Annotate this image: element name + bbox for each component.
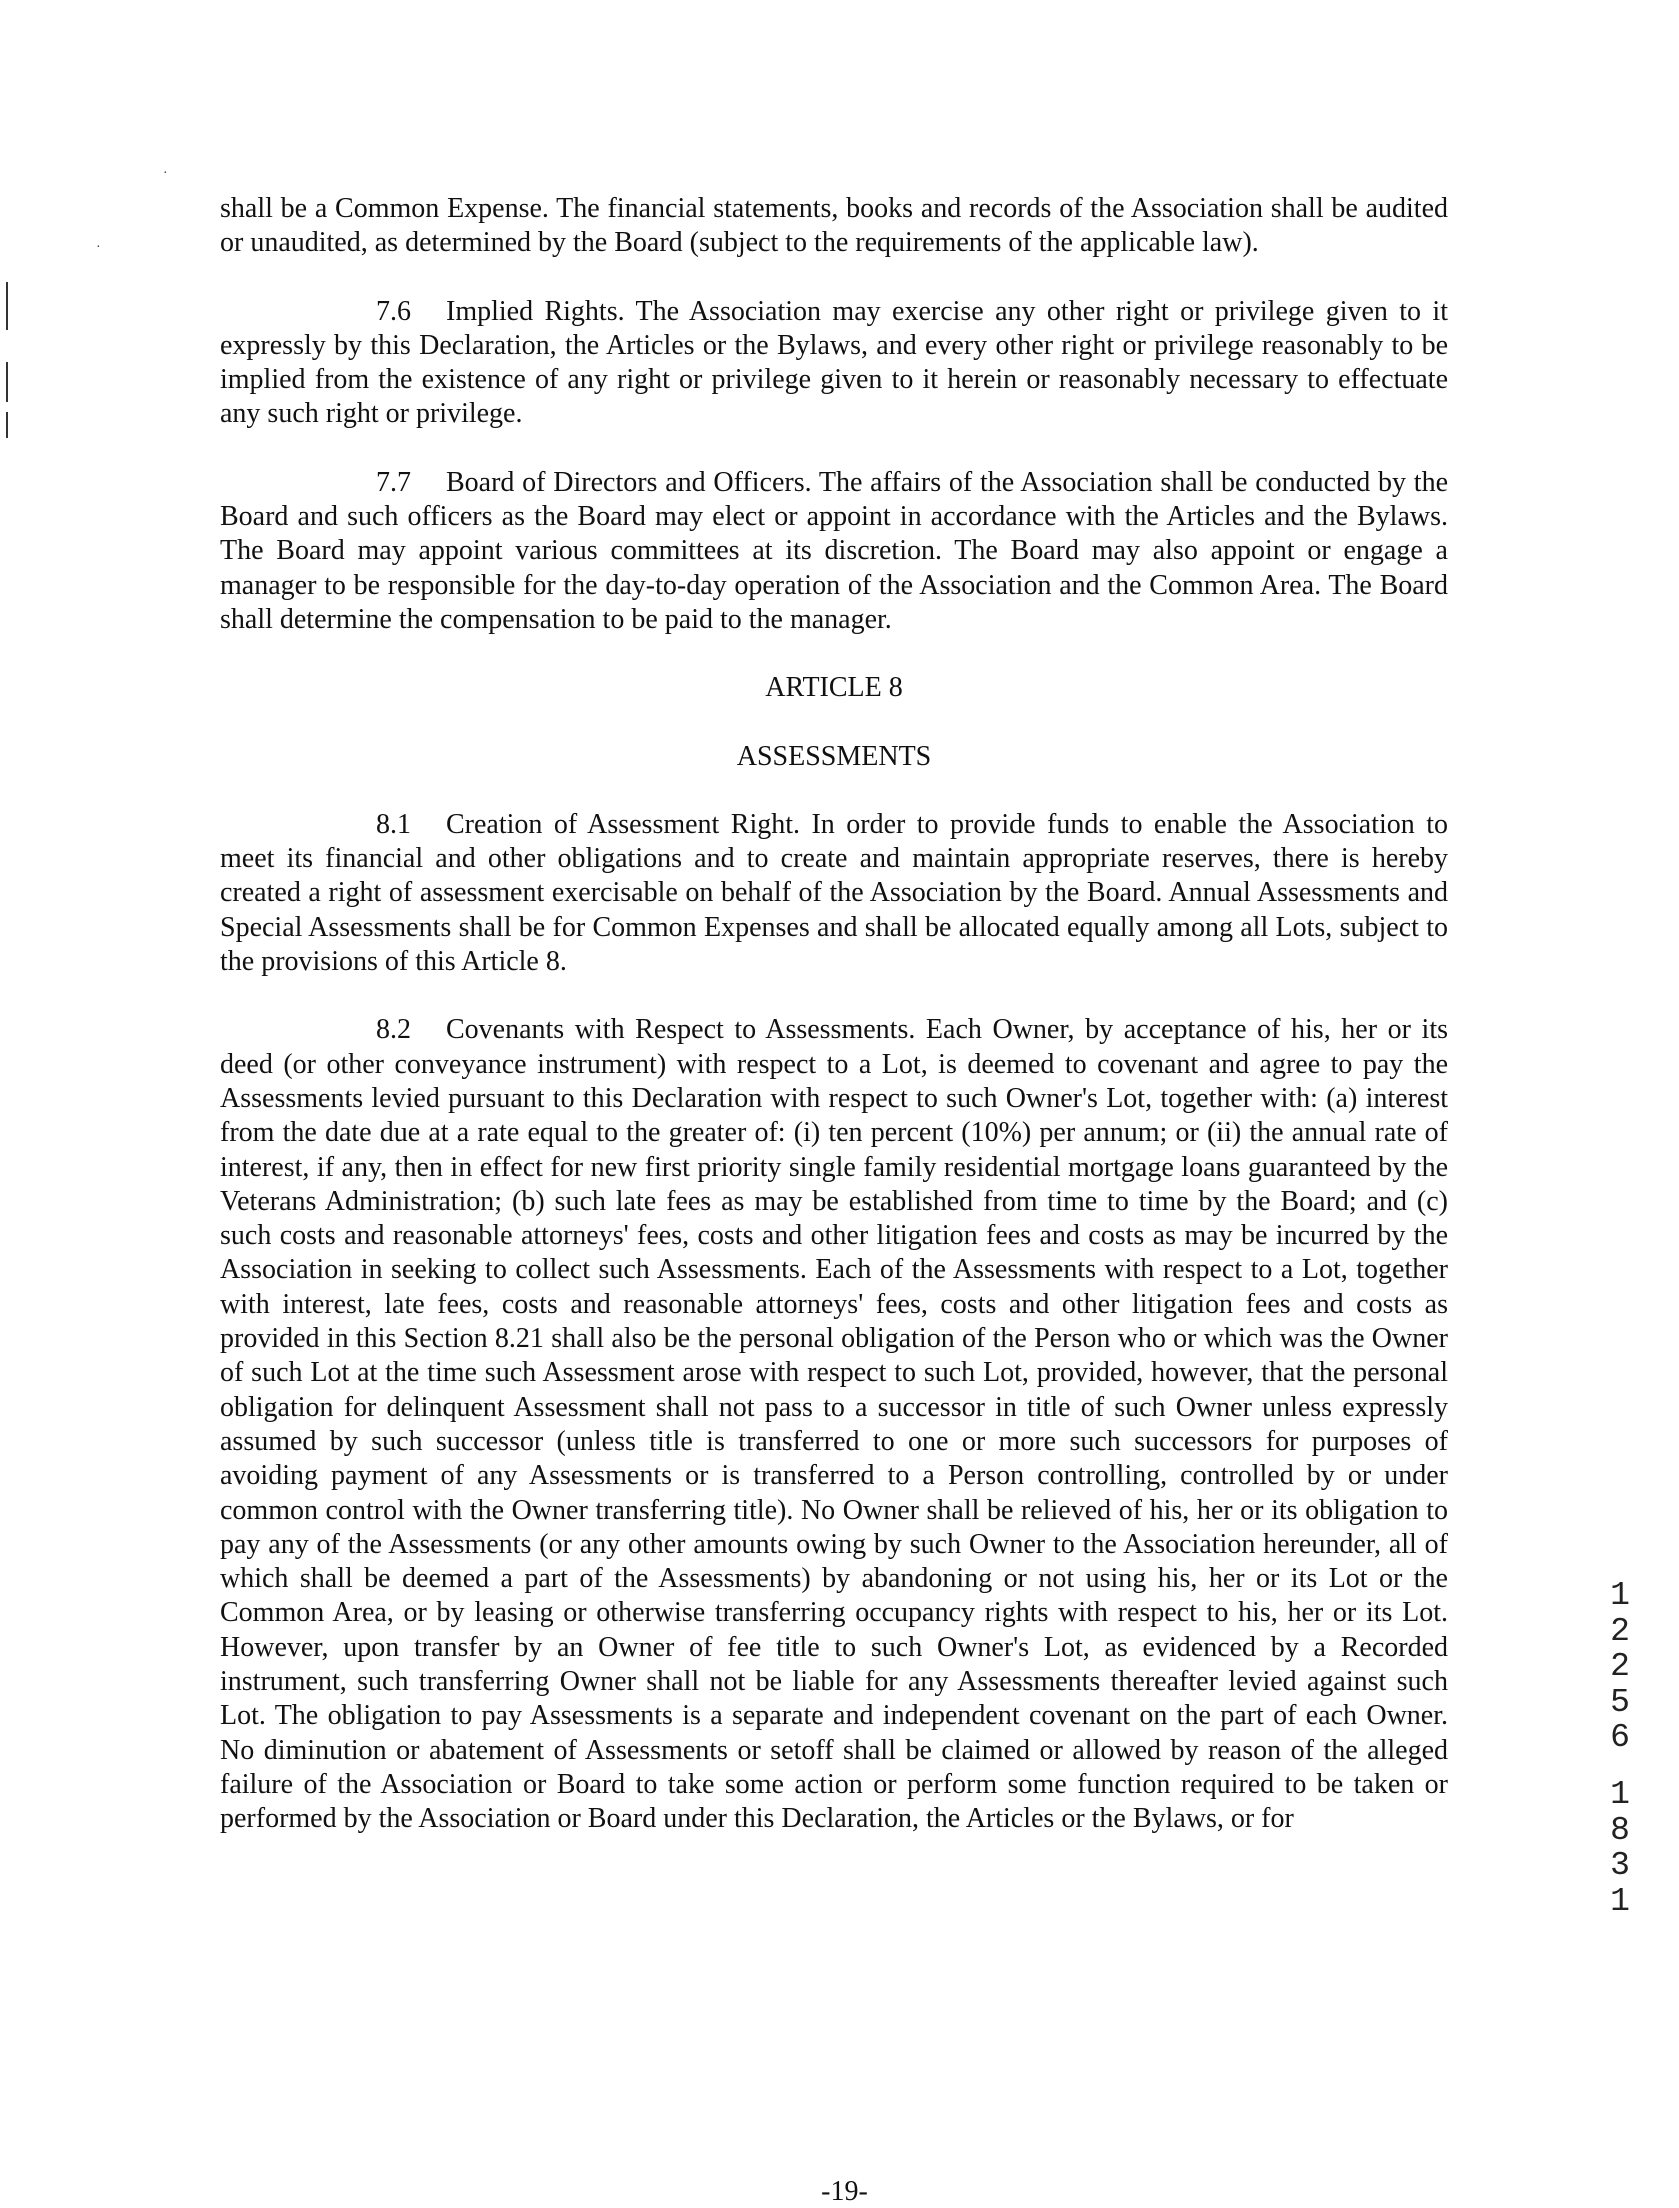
section-8-2 xyxy=(220,1013,1448,1836)
scan-speck: · xyxy=(163,166,168,181)
stamp-digit: 8 xyxy=(1610,1811,1630,1849)
recording-stamp-page xyxy=(1604,1777,1636,1919)
section-text: Implied Rights. The Association may exercise any other right or privilege given to it expressly by this Declaration, the Articles or the Bylaws, and every other right or privilege reasonably to be implied from the existence of any right or privilege given to it herein or reasonably necessary to effectuate any such right or privilege. xyxy=(220,295,1448,430)
stamp-digit: 1 xyxy=(1610,1882,1630,1920)
section-text: Board of Directors and Officers. The affairs of the Association shall be conducted by the Board and such officers as the Board may elect or appoint in accordance with the Articles and the Bylaws. The Board may appoint various committees at its discretion. The Board may also appoint or engage a manager to be responsible for the day-to-day operation of the Association and the Common Area. The Board shall determine the compensation to be paid to the manager. xyxy=(220,466,1448,635)
section-number: 7.7 xyxy=(376,466,411,498)
section-number: 8.1 xyxy=(376,808,411,840)
stamp-digit: 2 xyxy=(1610,1648,1630,1685)
stamp-digit: 2 xyxy=(1610,1612,1630,1650)
section-number: 8.2 xyxy=(376,1014,411,1046)
page-number: -19- xyxy=(821,2176,868,2207)
section-text: Creation of Assessment Right. In order to provide funds to enable the Association to meet its financial and other obligations and to create and maintain appropriate reserves, there is hereby created a right of assessment exercisable on behalf of the Association by the Board. Annual Assessments and Special Assessments shall be for Common Expenses and shall be allocated equally among all Lots, subject to the provisions of this Article 8. xyxy=(220,808,1448,978)
paragraph-continuation: shall be a Common Expense. The financial statements, books and records of the Association shall be audited or unaudited, as determined by the Board (subject to the requirements of the applicable law). xyxy=(220,193,1448,259)
stamp-digit: 5 xyxy=(1610,1683,1630,1721)
margin-mark xyxy=(6,412,8,438)
scan-speck: · xyxy=(96,240,101,255)
section-8-1 xyxy=(220,808,1448,979)
stamp-digit: 1 xyxy=(1610,1776,1630,1813)
section-text: Covenants with Respect to Assessments. Each Owner, by acceptance of his, her or its deed (or other conveyance instrument) with respect to a Lot, is deemed to covenant and agree to pay the Assessments levied pursuant to this Declaration with respect to such Owner's Lot, together with: (a) interest from the date due at a rate equal to the greater of: (i) ten percent (10%) per annum; or (ii) the annual rate of interest, if any, then in effect for new first priority single family residential mortgage loans guaranteed by the Veterans Administration; (b) such late fees as may be established from time to time by the Board; and (c) such costs and reasonable attorneys' fees, costs and other litigation fees and costs as may be incurred by the Association in seeking to collect such Assessments. Each of the Assessments with respect to a Lot, together with interest, late fees, costs and reasonable attorneys' fees, costs and other litigation fees and costs as provided in this Section 8.21 shall also be the personal obligation of the Person who or which was the Owner of such Lot at the time such Assessment arose with respect to such Lot, provided, however, that the personal obligation for delinquent Assessment shall not pass to a successor in title of such Owner unless expressly assumed by such successor (unless title is transferred to one or more such successors for purposes of avoiding payment of any Assessments or is transferred to a Person controlling, controlled by or under common control with the Owner transferring title). No Owner shall be relieved of his, her or its obligation to pay any of the Assessments (or any other amounts owing by such Owner to the Association hereunder, all of which shall be deemed a part of the Assessments) by abandoning or not using his, her or its Lot or the Common Area, or by leasing or otherwise transferring occupancy rights with respect to his, her or its Lot. However, upon transfer by an Owner of fee title to such Owner's Lot, as evidenced by a Recorded instrument, such transferring Owner shall not be liable for any Assessments thereafter levied against such Lot. The obligation to pay Assessments is a separate and independent covenant on the part of each Owner. No diminution or abatement of Assessments or setoff shall be claimed or allowed by reason of the alleged failure of the Association or Board to take some action or perform some function required to be taken or performed by the Association or Board under this Declaration, the Articles or the Bylaws, or for xyxy=(220,1014,1448,1835)
margin-mark xyxy=(6,282,8,330)
stamp-digit: 1 xyxy=(1610,1577,1630,1614)
stamp-digit: 6 xyxy=(1610,1719,1630,1756)
section-number: 7.6 xyxy=(376,295,411,327)
section-7-6 xyxy=(220,295,1448,432)
document-body xyxy=(220,192,1448,1836)
recording-stamp-book xyxy=(1604,1578,1636,1756)
margin-mark xyxy=(6,362,8,402)
section-7-7 xyxy=(220,466,1448,637)
article-heading: ARTICLE 8 xyxy=(765,672,903,704)
stamp-digit: 3 xyxy=(1610,1847,1630,1884)
article-title: ASSESSMENTS xyxy=(736,740,932,772)
